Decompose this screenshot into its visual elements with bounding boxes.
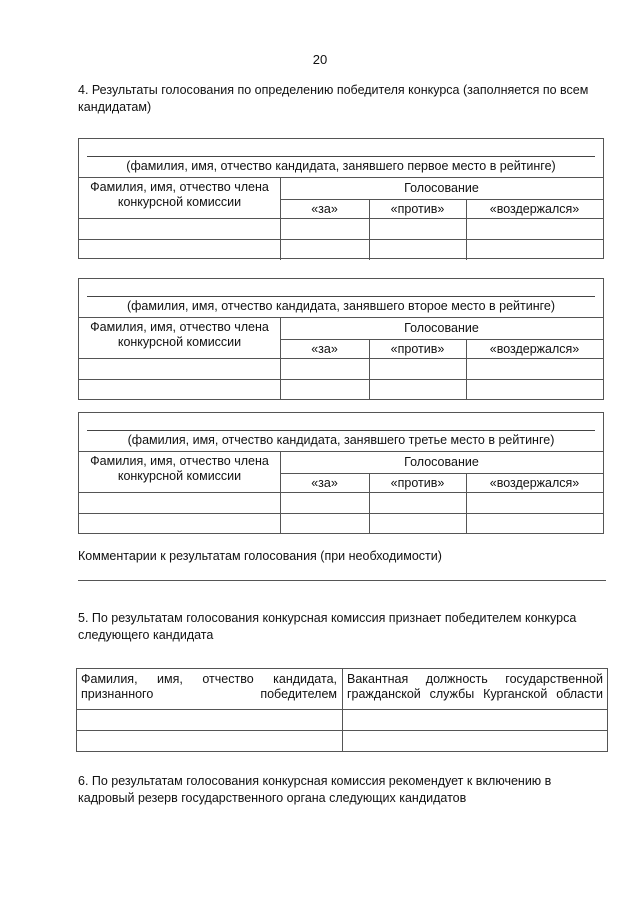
winner-name-header: Фамилия, имя, отчество кандидата, признанного победителем	[81, 672, 337, 701]
winner-table	[76, 668, 608, 752]
comments-label: Комментарии к результатам голосования (при необходимости)	[78, 549, 442, 563]
vote-table-second-place	[78, 278, 604, 400]
col-for: «за»	[311, 476, 338, 490]
comments-line	[78, 580, 606, 581]
member-name-header: Фамилия, имя, отчество члена конкурсной комиссии	[90, 180, 269, 209]
voting-header: Голосование	[404, 455, 479, 469]
candidate-caption: (фамилия, имя, отчество кандидата, занявшего первое место в рейтинге)	[126, 159, 556, 173]
col-abstain: «воздержался»	[489, 342, 580, 356]
col-for: «за»	[311, 342, 338, 356]
section6-heading: 6. По результатам голосования конкурсная комиссия рекомендует к включению в кадровый резерв государственного органа следующих кандидатов	[78, 774, 552, 805]
col-against: «против»	[390, 476, 445, 490]
candidate-caption: (фамилия, имя, отчество кандидата, занявшего второе место в рейтинге)	[126, 299, 556, 313]
col-for: «за»	[311, 202, 338, 216]
vote-table-first-place	[78, 138, 604, 259]
vote-table-third-place	[78, 412, 604, 534]
member-name-header: Фамилия, имя, отчество члена конкурсной комиссии	[90, 454, 269, 483]
candidate-caption: (фамилия, имя, отчество кандидата, занявшего третье место в рейтинге)	[127, 433, 555, 447]
member-name-header: Фамилия, имя, отчество члена конкурсной комиссии	[90, 320, 269, 349]
section5-heading: 5. По результатам голосования конкурсная комиссия признает победителем конкурса следующего кандидата	[78, 611, 577, 642]
vacant-position-header: Вакантная должность государственной гражданской службы Курганской области	[347, 672, 603, 701]
col-against: «против»	[390, 342, 445, 356]
page-number: 20	[312, 52, 328, 67]
voting-header: Голосование	[404, 181, 479, 195]
col-against: «против»	[390, 202, 445, 216]
col-abstain: «воздержался»	[489, 202, 580, 216]
section4-heading: 4. Результаты голосования по определению победителя конкурса (заполняется по всем кандидатам)	[78, 83, 589, 114]
voting-header: Голосование	[404, 321, 479, 335]
col-abstain: «воздержался»	[489, 476, 580, 490]
